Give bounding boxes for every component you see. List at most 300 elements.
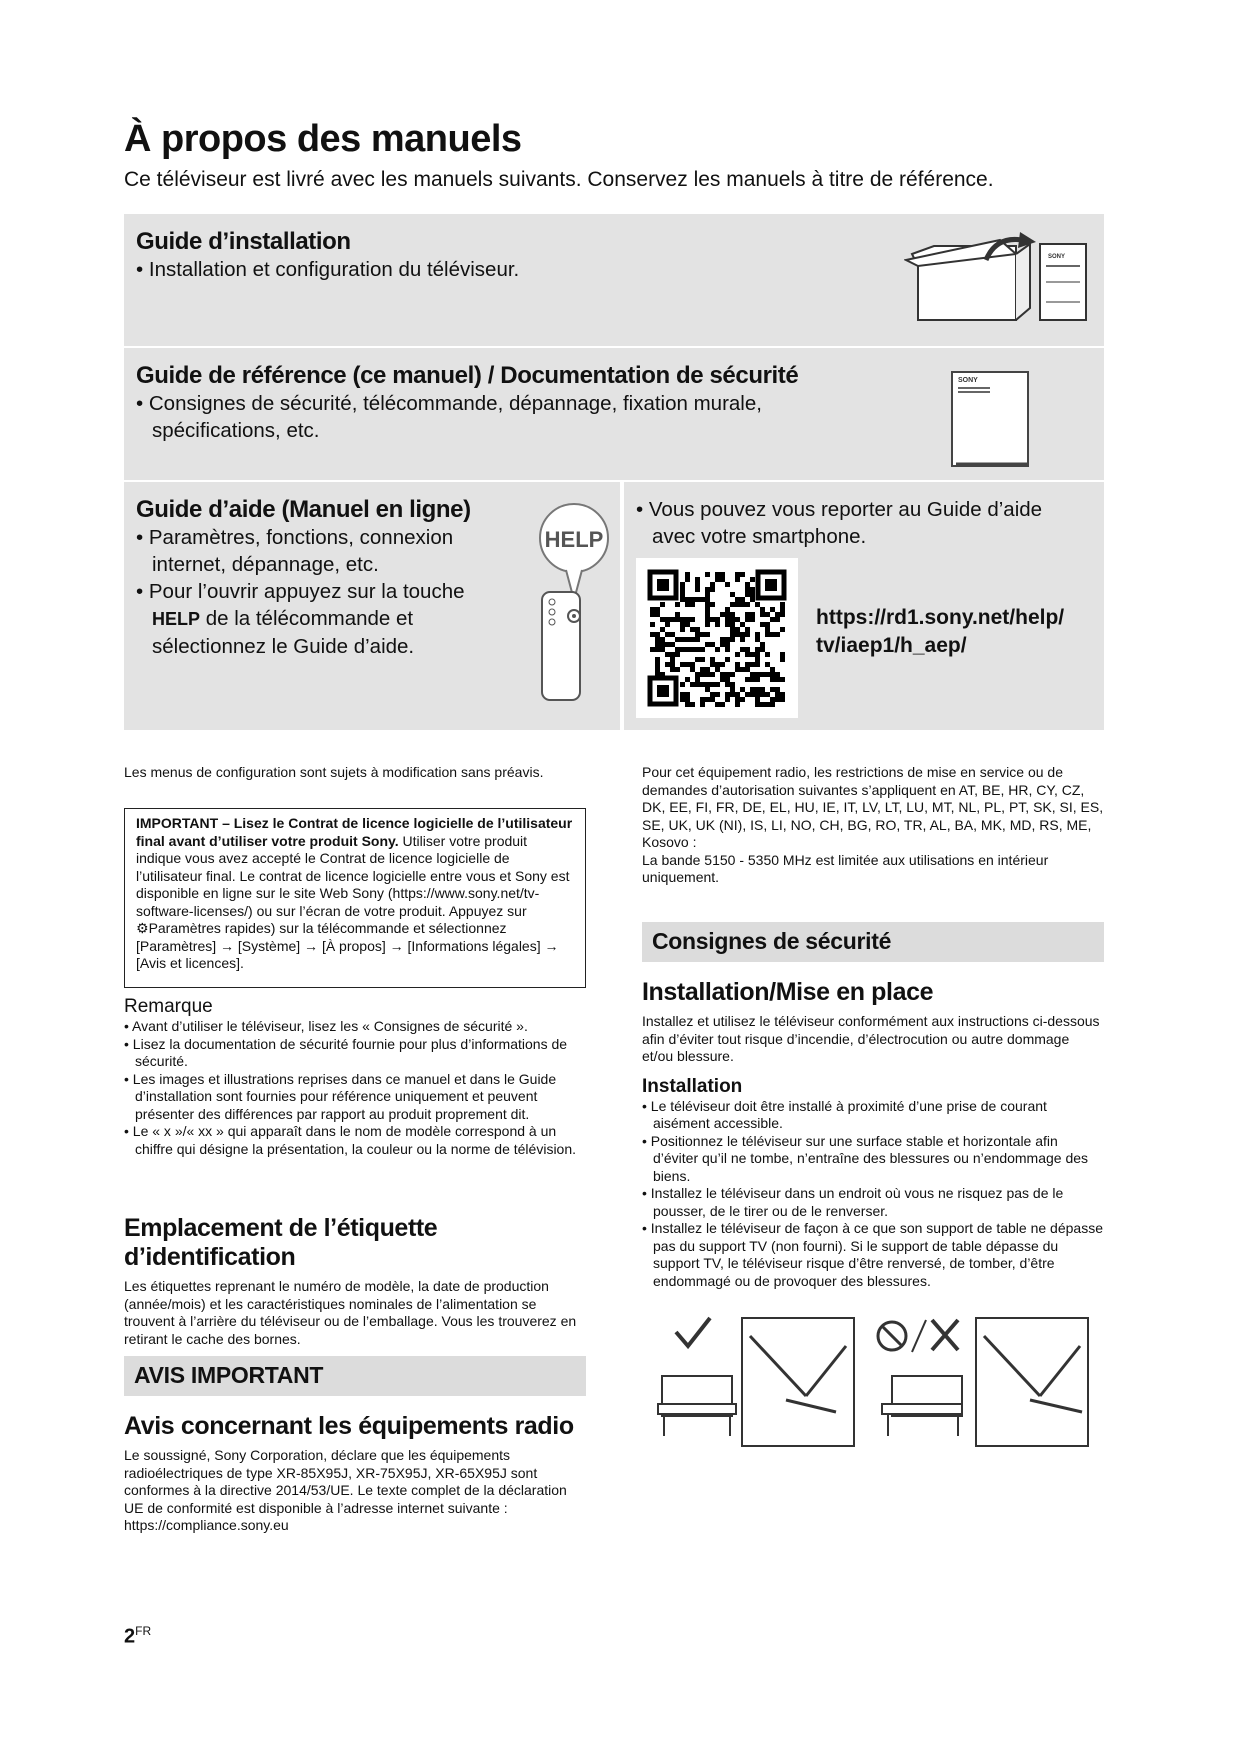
qr-module (680, 637, 685, 642)
qr-module (715, 617, 720, 622)
qr-module (655, 607, 660, 612)
qr-module (770, 607, 775, 612)
qr-module (700, 672, 705, 677)
qr-module (665, 642, 670, 647)
qr-module (775, 612, 780, 617)
qr-module (680, 692, 685, 697)
list-item: • Paramètres, fonctions, connexion internet, dépannage, etc. (136, 526, 454, 576)
compliance-url[interactable]: https://compliance.sony.eu (124, 1517, 289, 1533)
qr-module (655, 662, 660, 667)
qr-module (690, 662, 695, 667)
qr-module (730, 682, 735, 687)
qr-module (665, 662, 670, 667)
list-item: • Le « x »/« xx » qui apparaît dans le nom de modèle correspond à un chiffre qui désigne la présentation, la couleur ou la norme de télévision. (124, 1123, 577, 1157)
qr-module (760, 612, 765, 617)
qr-module (735, 692, 740, 697)
qr-module (750, 652, 755, 657)
qr-module (770, 632, 775, 637)
qr-module (710, 697, 715, 702)
consignes-bar: Consignes de sécurité (642, 922, 1104, 962)
qr-module (670, 632, 675, 637)
qr-module (735, 632, 740, 637)
qr-module (670, 657, 675, 662)
qr-module (765, 622, 770, 627)
installation-guide-panel (124, 214, 1104, 346)
qr-module (665, 622, 670, 627)
qr-module (745, 602, 750, 607)
list-item: • Vous pouvez vous reporter au Guide d’aide avec votre smartphone. (636, 498, 1043, 548)
qr-module (715, 662, 720, 667)
qr-module (730, 692, 735, 697)
gear-icon: ⚙ (136, 920, 149, 936)
help-key-label: HELP (152, 609, 201, 629)
qr-module (780, 657, 785, 662)
list-item: • Pour l’ouvrir appuyez sur la touche HELP de la télécommande et sélectionnez le Guide d’aide. (136, 580, 465, 658)
qr-module (755, 637, 760, 642)
qr-module (745, 692, 750, 697)
qr-module (735, 572, 740, 577)
qr-module (700, 657, 705, 662)
qr-module (730, 637, 735, 642)
qr-module (710, 642, 715, 647)
etiquette-title: Emplacement de l’étiquette d’identification (124, 1214, 438, 1271)
qr-module (680, 617, 685, 622)
qr-module (765, 702, 770, 707)
help-guide-panel (124, 482, 620, 730)
qr-module (685, 622, 690, 627)
qr-module (760, 672, 765, 677)
qr-module (705, 617, 710, 622)
qr-module (720, 642, 725, 647)
qr-module (710, 682, 715, 687)
qr-module (740, 687, 745, 692)
qr-module (720, 612, 725, 617)
qr-module (760, 692, 765, 697)
qr-module (710, 692, 715, 697)
qr-module (690, 617, 695, 622)
qr-module (760, 687, 765, 692)
qr-module (660, 602, 665, 607)
qr-module (755, 652, 760, 657)
qr-module (765, 672, 770, 677)
qr-module (735, 602, 740, 607)
remote-help-icon (534, 502, 614, 702)
qr-module (690, 602, 695, 607)
remarque-title: Remarque (124, 996, 213, 1017)
qr-module (750, 692, 755, 697)
qr-module (705, 642, 710, 647)
qr-module (725, 682, 730, 687)
qr-module (760, 702, 765, 707)
qr-module (745, 617, 750, 622)
qr-module (725, 617, 730, 622)
qr-module (720, 577, 725, 582)
qr-module (655, 637, 660, 642)
qr-module (695, 637, 700, 642)
important-license-box: IMPORTANT – Lisez le Contrat de licence logicielle de l’utilisateur final avant d’utiliser votre produit Sony. Utiliser votre produit indique vous avez accepté le Contrat de licence logicielle de l’utilisateur final. Le contrat de licence logicielle entre vous et Sony est disponible en ligne sur le site Web Sony (https://www.sony.net/tv-software-licenses/) ou sur l’écran de votre produit. Appuyez sur ⚙Paramètres rapides) sur la télécommande et sélectionnez [Paramètres] → [Système] → [À propos] → [Informations légales] → [Avis et licences]. (124, 808, 586, 988)
qr-module (780, 627, 785, 632)
qr-module (700, 682, 705, 687)
qr-module (655, 657, 660, 662)
qr-module (680, 597, 685, 602)
qr-code (636, 558, 798, 718)
qr-module (685, 617, 690, 622)
qr-module (695, 582, 700, 587)
qr-module (715, 647, 720, 652)
qr-module (715, 702, 720, 707)
qr-module (725, 697, 730, 702)
qr-module (705, 632, 710, 637)
qr-module (650, 622, 655, 627)
qr-module (745, 647, 750, 652)
qr-module (770, 617, 775, 622)
qr-module (675, 652, 680, 657)
installation-subtitle: Installation (642, 1075, 743, 1097)
qr-module (680, 592, 685, 597)
qr-module (780, 612, 785, 617)
qr-module (680, 662, 685, 667)
qr-module (705, 592, 710, 597)
qr-module (755, 677, 760, 682)
qr-module (680, 587, 685, 592)
qr-module (655, 667, 660, 672)
qr-module (690, 647, 695, 652)
qr-module (695, 587, 700, 592)
qr-module (725, 647, 730, 652)
qr-module (710, 617, 715, 622)
qr-module (750, 592, 755, 597)
qr-module (710, 602, 715, 607)
sony-logo: SONY (1048, 254, 1066, 260)
qr-module (770, 687, 775, 692)
qr-module (680, 627, 685, 632)
qr-module (650, 607, 655, 612)
qr-module (760, 647, 765, 652)
qr-module (770, 702, 775, 707)
qr-module (765, 662, 770, 667)
qr-module (725, 622, 730, 627)
qr-module (730, 622, 735, 627)
qr-module (715, 622, 720, 627)
qr-module (750, 587, 755, 592)
qr-module (735, 652, 740, 657)
qr-module (665, 617, 670, 622)
qr-module (705, 587, 710, 592)
qr-module (775, 692, 780, 697)
page-title: À propos des manuels (124, 118, 522, 160)
qr-module (685, 577, 690, 582)
qr-module (695, 657, 700, 662)
box-manual-icon (904, 232, 1094, 332)
qr-module (750, 617, 755, 622)
qr-module (740, 597, 745, 602)
installation-guide-title: Guide d’installation (136, 228, 351, 255)
qr-module (650, 632, 655, 637)
radio-text: Le soussigné, Sony Corporation, déclare que les équipements radioélectriques de type XR-85X95J, XR-75X95J, XR-65X95J sont conformes à la directive 2014/53/UE. Le texte complet de la déclaration UE de conformité est disponible à l’adresse internet suivante : (124, 1447, 567, 1516)
qr-module (780, 697, 785, 702)
qr-module (725, 582, 730, 587)
qr-module (770, 667, 775, 672)
sony-logo: SONY (958, 377, 978, 384)
qr-module (715, 572, 720, 577)
qr-module (685, 697, 690, 702)
qr-module (755, 602, 760, 607)
qr-module (740, 622, 745, 627)
qr-module (685, 602, 690, 607)
qr-module (720, 702, 725, 707)
qr-module (750, 597, 755, 602)
qr-module (680, 647, 685, 652)
qr-module (775, 697, 780, 702)
qr-module (725, 607, 730, 612)
qr-module (705, 667, 710, 672)
qr-module (670, 617, 675, 622)
qr-module (745, 652, 750, 657)
qr-module (655, 632, 660, 637)
qr-module (690, 597, 695, 602)
qr-module (675, 602, 680, 607)
qr-module (695, 672, 700, 677)
qr-module (730, 617, 735, 622)
check-icon (676, 1318, 710, 1346)
qr-module (710, 662, 715, 667)
qr-module (745, 612, 750, 617)
tv-stand-incorrect-illustration (870, 1316, 1092, 1448)
qr-module (670, 642, 675, 647)
qr-module (735, 662, 740, 667)
qr-module (655, 647, 660, 652)
qr-module (745, 632, 750, 637)
qr-module (685, 692, 690, 697)
qr-module (745, 662, 750, 667)
qr-module (715, 692, 720, 697)
qr-module (660, 627, 665, 632)
qr-module (725, 677, 730, 682)
qr-module (705, 572, 710, 577)
qr-module (755, 657, 760, 662)
list-item: • Le téléviseur doit être installé à proximité d’une prise de courant aisément accessible. (642, 1097, 1047, 1131)
etiquette-text: Les étiquettes reprenant le numéro de modèle, la date de production (année/mois) et les caractéristiques nominales de l’alimentation se trouvent à l’arrière du téléviseur ou de l’emballage. Vous les trouverez en retirant le cache des bornes. (124, 1278, 577, 1347)
qr-module (770, 677, 775, 682)
qr-module (685, 637, 690, 642)
qr-module (670, 667, 675, 672)
qr-module (655, 672, 660, 677)
qr-module (675, 637, 680, 642)
qr-module (650, 612, 655, 617)
qr-module (705, 597, 710, 602)
cross-icon (932, 1320, 958, 1350)
qr-module (735, 627, 740, 632)
menus-note: Les menus de configuration sont sujets à modification sans préavis. (124, 764, 544, 780)
radio-title: Avis concernant les équipements radio (124, 1412, 574, 1440)
qr-module (655, 642, 660, 647)
qr-module (700, 647, 705, 652)
qr-module (660, 647, 665, 652)
radio-restrictions: Pour cet équipement radio, les restrictions de mise en service ou de demandes d’autorisation suivantes s’appliquent en AT, BE, HR, CY, CZ, DK, EE, FI, FR, DE, EL, HU, IE, IT, LV, LT, LU, MT, NL, PL, PT, SK, SI, ES, SE, UK, UK (NI), IS, LI, NO, CH, BG, RO, TR, AL, BA, MK, MD, RS, ME, Kosovo : (642, 764, 1104, 850)
qr-module (705, 687, 710, 692)
intro-text: Ce téléviseur est livré avec les manuels suivants. Conservez les manuels à titre de référence. (124, 168, 994, 191)
qr-module (775, 617, 780, 622)
qr-module (685, 647, 690, 652)
help-url[interactable]: https://rd1.sony.net/help/ tv/iaep1/h_aep/ (816, 606, 1065, 657)
reference-guide-panel (124, 348, 1104, 480)
qr-module (750, 677, 755, 682)
qr-module (780, 602, 785, 607)
qr-module (705, 607, 710, 612)
qr-module (765, 652, 770, 657)
list-item: • Positionnez le téléviseur sur une surface stable et horizontale afin d’éviter qu’il ne tombe, n’entraîne des blessures ou n’endommage des biens. (642, 1132, 1089, 1184)
qr-module (780, 607, 785, 612)
qr-module (730, 612, 735, 617)
qr-module (740, 632, 745, 637)
qr-module (705, 697, 710, 702)
qr-module (655, 612, 660, 617)
qr-module (705, 622, 710, 627)
qr-module (695, 677, 700, 682)
qr-module (730, 632, 735, 637)
qr-module (695, 682, 700, 687)
qr-module (685, 597, 690, 602)
qr-module (710, 672, 715, 677)
qr-module (780, 677, 785, 682)
qr-module (700, 702, 705, 707)
tv-stand-correct-illustration (656, 1316, 856, 1448)
qr-module (735, 597, 740, 602)
qr-module (745, 587, 750, 592)
qr-module (725, 692, 730, 697)
list-item: • Installez le téléviseur de façon à ce que son support de table ne dépasse pas du support TV (non fourni). Si le support de table dépasse du support TV, le téléviseur risque d’être renversé, de tomber, d’être endommagé ou de provoquer des blessures. (642, 1220, 1103, 1289)
qr-module (755, 697, 760, 702)
qr-module (760, 622, 765, 627)
qr-module (735, 697, 740, 702)
qr-module (740, 572, 745, 577)
qr-module (730, 627, 735, 632)
qr-module (755, 647, 760, 652)
qr-module (745, 677, 750, 682)
qr-module (765, 627, 770, 632)
qr-module (755, 687, 760, 692)
qr-module (695, 627, 700, 632)
qr-module (685, 677, 690, 682)
qr-module (700, 697, 705, 702)
qr-module (745, 592, 750, 597)
qr-module (735, 667, 740, 672)
qr-module (730, 687, 735, 692)
qr-module (720, 672, 725, 677)
install-text: Installez et utilisez le téléviseur conformément aux instructions ci-dessous afin d’éviter tout risque d’incendie, d’électrocution ou autre dommage et/ou blessure. (642, 1013, 1100, 1064)
qr-module (705, 602, 710, 607)
list-item: • Installation et configuration du téléviseur. (136, 258, 520, 281)
qr-module (755, 702, 760, 707)
qr-module (685, 572, 690, 577)
page-number: $2^{FR}$ (124, 1624, 152, 1648)
qr-module (690, 637, 695, 642)
qr-module (690, 627, 695, 632)
qr-module (690, 667, 695, 672)
qr-module (740, 637, 745, 642)
qr-module (740, 667, 745, 672)
qr-module (650, 647, 655, 652)
list-item: • Installez le téléviseur dans un endroit où vous ne risquez pas de le pousser, de le tirer ou de le renverser. (642, 1185, 1064, 1219)
qr-module (770, 672, 775, 677)
qr-module (665, 632, 670, 637)
manual-booklet-icon (950, 370, 1034, 470)
qr-module (745, 627, 750, 632)
qr-module (725, 612, 730, 617)
qr-module (715, 667, 720, 672)
qr-module (715, 577, 720, 582)
qr-module (675, 612, 680, 617)
help-badge: HELP (544, 527, 604, 552)
qr-module (705, 672, 710, 677)
qr-module (700, 597, 705, 602)
qr-module (740, 647, 745, 652)
qr-module (770, 697, 775, 702)
qr-module (710, 587, 715, 592)
qr-module (730, 602, 735, 607)
qr-module (755, 662, 760, 667)
qr-module (775, 672, 780, 677)
qr-module (775, 632, 780, 637)
qr-module (695, 577, 700, 582)
qr-module (700, 667, 705, 672)
qr-module (675, 667, 680, 672)
qr-module (720, 662, 725, 667)
qr-module (690, 702, 695, 707)
qr-module (750, 687, 755, 692)
qr-module (710, 657, 715, 662)
qr-module (780, 652, 785, 657)
qr-module (685, 662, 690, 667)
qr-module (715, 682, 720, 687)
qr-module (780, 692, 785, 697)
qr-module (710, 582, 715, 587)
qr-module (765, 632, 770, 637)
reference-guide-title: Guide de référence (ce manuel) / Documentation de sécurité (136, 362, 799, 389)
qr-module (750, 672, 755, 677)
qr-module (760, 642, 765, 647)
qr-module (675, 617, 680, 622)
qr-module (765, 692, 770, 697)
qr-module (775, 677, 780, 682)
qr-module (695, 647, 700, 652)
list-item: • Consignes de sécurité, télécommande, dépannage, fixation murale, spécifications, etc. (136, 392, 762, 442)
qr-module (735, 577, 740, 582)
qr-module (705, 682, 710, 687)
qr-module (725, 642, 730, 647)
install-title: Installation/Mise en place (642, 978, 934, 1006)
help-guide-title: Guide d’aide (Manuel en ligne) (136, 496, 471, 523)
qr-module (695, 597, 700, 602)
qr-module (725, 672, 730, 677)
list-item: • Lisez la documentation de sécurité fournie pour plus d’informations de sécurité. (124, 1035, 568, 1069)
qr-module (670, 662, 675, 667)
qr-module (775, 687, 780, 692)
qr-module (680, 697, 685, 702)
qr-module (660, 637, 665, 642)
qr-module (760, 607, 765, 612)
qr-module (675, 647, 680, 652)
qr-module (665, 652, 670, 657)
avis-important-bar: AVIS IMPORTANT (124, 1356, 586, 1396)
qr-module (685, 702, 690, 707)
qr-module (720, 572, 725, 577)
list-item: • Les images et illustrations reprises dans ce manuel et dans le Guide d’installation sont fournies pour référence uniquement et peuvent présenter des différences par rapport au produit proprement dit. (124, 1070, 557, 1122)
qr-module (745, 667, 750, 672)
qr-module (720, 677, 725, 682)
qr-module (725, 657, 730, 662)
qr-module (725, 637, 730, 642)
